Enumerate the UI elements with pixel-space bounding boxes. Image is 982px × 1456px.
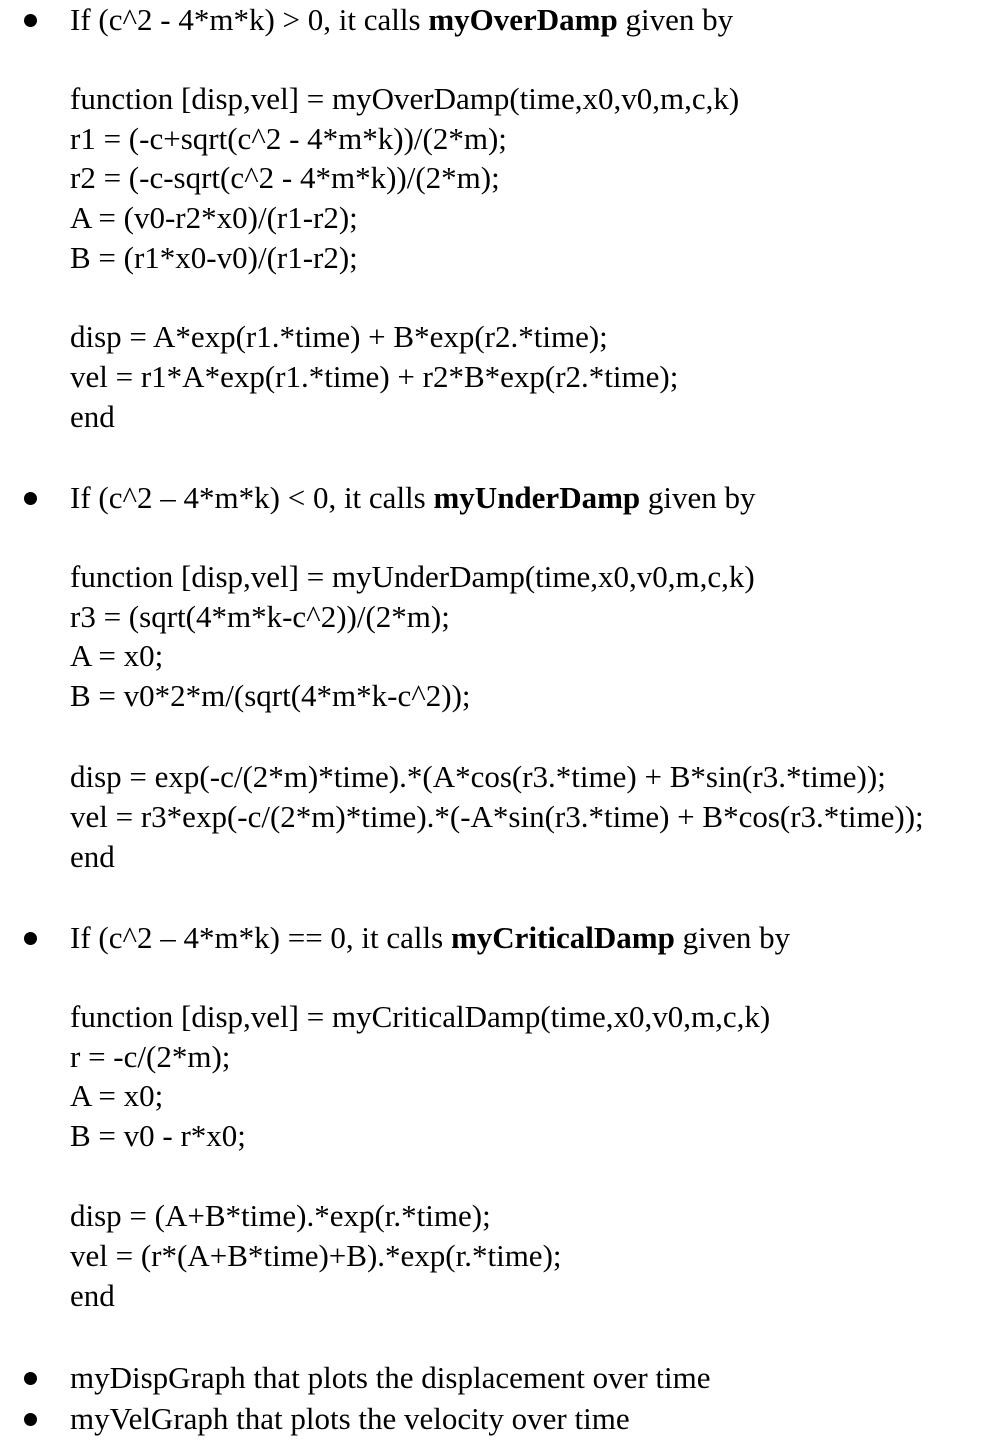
code-line: disp = exp(-c/(2*m)*time).*(A*cos(r3.*time) + B*sin(r3.*time));: [70, 759, 886, 794]
bullet-icon: [24, 14, 37, 27]
list-item-vel-graph: myVelGraph that plots the velocity over time: [70, 1401, 630, 1436]
bullet-icon: [24, 492, 37, 505]
code-line: B = v0*2*m/(sqrt(4*m*k-c^2));: [70, 678, 471, 713]
code-line: vel = r1*A*exp(r1.*time) + r2*B*exp(r2.*time);: [70, 359, 679, 394]
bullet-icon: [24, 1413, 37, 1426]
code-line: disp = A*exp(r1.*time) + B*exp(r2.*time);: [70, 319, 608, 354]
list-item-disp-graph: myDispGraph that plots the displacement over time: [70, 1360, 711, 1395]
function-name-criticaldamp: myCriticalDamp: [450, 920, 675, 955]
code-line: A = (v0-r2*x0)/(r1-r2);: [70, 200, 358, 235]
section-heading-criticaldamp: If (c^2 – 4*m*k) == 0, it calls myCriticalDamp given by: [70, 920, 791, 955]
code-line: end: [70, 1278, 115, 1313]
code-line: r1 = (-c+sqrt(c^2 - 4*m*k))/(2*m);: [70, 121, 507, 156]
code-line: A = x0;: [70, 638, 164, 673]
bullet-icon: [24, 932, 37, 945]
code-line: r = -c/(2*m);: [70, 1039, 231, 1074]
code-line: vel = (r*(A+B*time)+B).*exp(r.*time);: [70, 1238, 562, 1273]
code-line: r2 = (-c-sqrt(c^2 - 4*m*k))/(2*m);: [70, 160, 500, 195]
code-line: function [disp,vel] = myUnderDamp(time,x0,v0,m,c,k): [70, 559, 755, 594]
code-line: function [disp,vel] = myCriticalDamp(time,x0,v0,m,c,k): [70, 999, 771, 1034]
function-name-underdamp: myUnderDamp: [433, 480, 641, 515]
bullet-icon: [24, 1372, 37, 1385]
code-line: end: [70, 839, 115, 874]
function-name-overdamp: myOverDamp: [428, 2, 618, 37]
section-heading-underdamp: If (c^2 – 4*m*k) < 0, it calls myUnderDamp given by: [70, 480, 756, 515]
code-line: r3 = (sqrt(4*m*k-c^2))/(2*m);: [70, 599, 450, 634]
section-heading-overdamp: If (c^2 - 4*m*k) > 0, it calls myOverDamp given by: [70, 2, 734, 37]
code-line: end: [70, 399, 115, 434]
code-line: A = x0;: [70, 1078, 164, 1113]
code-line: B = (r1*x0-v0)/(r1-r2);: [70, 240, 358, 275]
code-line: B = v0 - r*x0;: [70, 1118, 246, 1153]
code-line: vel = r3*exp(-c/(2*m)*time).*(-A*sin(r3.*time) + B*cos(r3.*time));: [70, 799, 924, 834]
code-line: disp = (A+B*time).*exp(r.*time);: [70, 1198, 491, 1233]
code-line: function [disp,vel] = myOverDamp(time,x0,v0,m,c,k): [70, 81, 740, 116]
